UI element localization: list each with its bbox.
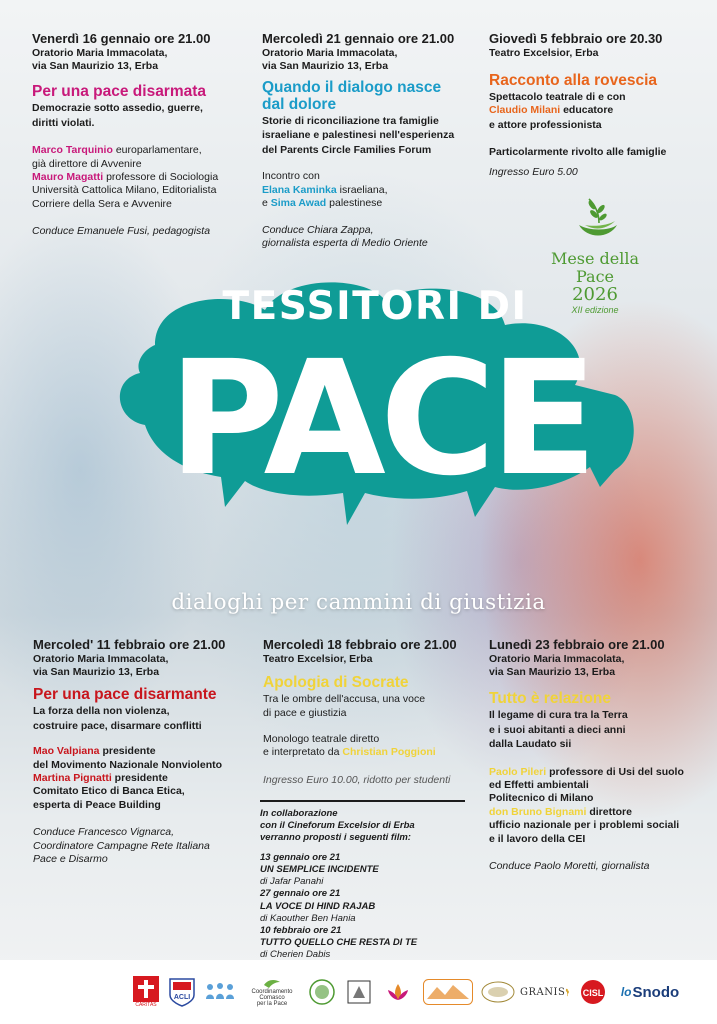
event-incontro: Incontro con	[262, 170, 320, 183]
event-ingresso: Ingresso Euro 5.00	[489, 165, 578, 178]
event-conduce: Conduce Chiara Zappa,	[262, 223, 374, 236]
event-conduce: Pace e Disarmo	[33, 853, 108, 866]
event-title: Apologia di Socrate	[263, 674, 409, 692]
event-3	[489, 31, 711, 179]
film-item	[260, 852, 480, 888]
event-date: Lunedì 23 febbraio ore 21.00	[489, 637, 665, 652]
tessitori-di-pace-title	[95, 255, 655, 540]
film-director: di Cherien Dabis	[260, 949, 331, 961]
film-date: 27 gennaio ore 21	[260, 888, 341, 900]
event-venue: via San Maurizio 13, Erba	[489, 666, 616, 679]
coordinamento-label: Comasco	[259, 994, 285, 1001]
event-venue: Teatro Excelsior, Erba	[263, 652, 373, 665]
event-conduce: Coordinatore Campagne Rete Italiana	[33, 839, 210, 852]
people-group-logo	[203, 972, 237, 1012]
sponsor-logo-bar	[0, 960, 717, 1024]
snodo-prefix: lo	[620, 985, 632, 999]
cisl-circle-icon	[580, 979, 606, 1005]
acli-logo	[168, 972, 196, 1012]
guest-2-role: Comitato Etico di Banca Etica,	[33, 785, 185, 798]
lotus-icon	[384, 980, 412, 1004]
cineforum-intro: In collaborazione	[260, 807, 338, 819]
guest-1: Paolo Pileri professore di Usi del suolo	[489, 765, 684, 778]
cineforum-intro: con il Cineforum Excelsior di Erba	[260, 819, 415, 831]
film-title: LA VOCE DI HIND RAJAB	[260, 900, 376, 912]
event-venue: via San Maurizio 13, Erba	[32, 60, 159, 73]
snodo-label: Snodo	[632, 983, 680, 1001]
square-emblem-icon	[347, 980, 371, 1004]
landscape-logo	[422, 972, 474, 1012]
event-desc: Tra le ombre dell'accusa, una voce	[263, 692, 426, 705]
title-word: PACE	[168, 327, 592, 511]
event-note: Particolarmente rivolto alle famiglie	[489, 146, 667, 159]
event-desc: Il legame di cura tra la Terra	[489, 709, 628, 722]
event-ingresso: Ingresso Euro 10.00, ridotto per studenti	[263, 773, 451, 786]
subtitle: dialoghi per cammini di giustizia	[171, 590, 546, 615]
event-monologo: Monologo teatrale diretto	[263, 732, 380, 745]
event-desc: Democrazie sotto assedio, guerre,	[32, 102, 203, 115]
film-item	[260, 925, 480, 961]
cisl-logo	[575, 972, 611, 1012]
caritas-cross-icon	[133, 976, 159, 1002]
event-5	[263, 637, 485, 787]
title-brand: TESSITORI DI	[222, 284, 528, 329]
guest-2-role: e il lavoro della CEI	[489, 832, 586, 845]
guest-2-role: esperta di Peace Building	[33, 798, 161, 811]
event-desc: La forza della non violenza,	[33, 705, 170, 718]
event-venue: Oratorio Maria Immacolata,	[262, 46, 398, 59]
event-venue: via San Maurizio 13, Erba	[33, 666, 160, 679]
film-director: di Jafar Panahi	[260, 876, 324, 888]
event-conduce: giornalista esperta di Medio Oriente	[262, 237, 428, 249]
mese-year: 2026	[572, 284, 618, 306]
guest-2: e Sima Awad palestinese	[262, 197, 383, 210]
mese-name: Mese della Pace	[550, 249, 640, 286]
guest-2-role: Università Cattolica Milano, Editorialista	[32, 184, 217, 197]
event-conduce: Conduce Paolo Moretti, giornalista	[489, 860, 650, 873]
dove-olive-icon	[565, 195, 625, 243]
event-title: Tutto è relazione	[489, 690, 612, 708]
event-date: Mercoled' 11 febbraio ore 21.00	[33, 637, 226, 652]
event-title: Per una pace disarmata	[32, 83, 207, 101]
cineforum-box	[260, 800, 480, 961]
svg-text:ACLI: ACLI	[173, 994, 191, 1001]
square-logo	[344, 972, 374, 1012]
svg-text:CISL: CISL	[582, 988, 604, 998]
event-desc: e i suoi abitanti a dieci anni	[489, 723, 626, 736]
seal-icon	[309, 979, 335, 1005]
coordinamento-comasco-logo	[243, 972, 301, 1012]
people-icon	[204, 981, 236, 1003]
event-date: Giovedì 5 febbraio ore 20.30	[489, 31, 663, 46]
guest-2: Martina Pignatti presidente	[33, 771, 168, 784]
guest-1-role: Politecnico di Milano	[489, 792, 594, 805]
event-desc: diritti violati.	[32, 116, 95, 129]
film-date: 10 febbraio ore 21	[260, 924, 342, 936]
event-desc: Storie di riconciliazione tra famiglie	[262, 114, 439, 127]
event-title: Per una pace disarmante	[33, 686, 217, 704]
event-desc: del Parents Circle Families Forum	[262, 143, 432, 156]
event-date: Mercoledì 18 febbraio ore 21.00	[263, 637, 457, 652]
caritas-logo	[130, 972, 162, 1012]
guest-1: Mao Valpiana presidente	[33, 745, 156, 758]
event-title: dal dolore	[262, 96, 337, 114]
event-venue: Teatro Excelsior, Erba	[489, 46, 599, 59]
event-1	[32, 31, 257, 239]
guest-1-role: ed Effetti ambientali	[489, 778, 589, 791]
film-director: di Kaouther Ben Hania	[260, 912, 356, 924]
event-title: Quando il dialogo nasce	[262, 79, 442, 97]
event-venue: Oratorio Maria Immacolata,	[33, 652, 169, 665]
granis-label: GRANIS	[520, 986, 566, 998]
event-desc: e attore professionista	[489, 118, 602, 131]
oval-logo	[480, 972, 516, 1012]
event-desc: Spettacolo teatrale di e con	[489, 90, 626, 103]
oval-emblem-icon	[481, 981, 515, 1003]
event-desc: dalla Laudato sii	[489, 738, 572, 751]
event-venue: Oratorio Maria Immacolata,	[32, 46, 168, 59]
landscape-icon	[423, 979, 473, 1005]
circle-seal-logo	[308, 972, 336, 1012]
event-desc: di pace e giustizia	[263, 707, 347, 720]
coordinamento-label: per la Pace	[256, 1001, 288, 1008]
event-6	[489, 637, 711, 874]
event-venue: Oratorio Maria Immacolata,	[489, 652, 625, 665]
guest-2: Mauro Magatti professore di Sociologia	[32, 170, 219, 183]
coordinamento-label: Coordinamento	[251, 988, 293, 995]
wheat-icon	[565, 985, 570, 999]
event-conduce: Conduce Francesco Vignarca,	[33, 826, 175, 839]
event-date: Venerdì 16 gennaio ore 21.00	[32, 31, 211, 46]
guest-1-role: già direttore di Avvenire	[32, 157, 142, 170]
guest-1-role: del Movimento Nazionale Nonviolento	[33, 758, 223, 771]
event-title: Racconto alla rovescia	[489, 72, 657, 90]
granis-logo	[520, 972, 570, 1012]
event-desc: costruire pace, disarmare conflitti	[33, 719, 202, 732]
guest-2-role: ufficio nazionale per i problemi sociali	[489, 819, 680, 832]
event-monologo: e interpretato da Christian Poggioni	[263, 746, 436, 759]
event-desc: israeliane e palestinesi nell'esperienza	[262, 129, 455, 142]
caritas-label: CARITAS	[135, 1001, 157, 1008]
mese-edition: XII edizione	[571, 304, 619, 315]
event-2	[262, 31, 487, 250]
event-conduce: Conduce Emanuele Fusi, pedagogista	[32, 225, 211, 238]
film-item	[260, 888, 480, 924]
event-4	[33, 637, 258, 867]
acli-shield-icon	[169, 977, 195, 1007]
guest-1: Elana Kaminka israeliana,	[262, 183, 388, 196]
film-title: UN SEMPLICE INCIDENTE	[260, 864, 379, 876]
guest-2: don Bruno Bignami direttore	[489, 805, 632, 818]
film-title: TUTTO QUELLO CHE RESTA DI TE	[260, 937, 418, 949]
guest-1: Claudio Milani educatore	[489, 104, 614, 117]
lo-snodo-logo	[615, 972, 685, 1012]
guest-2-role: Corriere della Sera e Avvenire	[32, 197, 172, 210]
dove-icon	[263, 977, 281, 989]
film-date: 13 gennaio ore 21	[260, 851, 341, 863]
event-date: Mercoledì 21 gennaio ore 21.00	[262, 31, 455, 46]
event-venue: via San Maurizio 13, Erba	[262, 60, 389, 73]
cineforum-intro: verranno proposti i seguenti film:	[260, 831, 411, 843]
divider	[260, 800, 465, 802]
lotus-logo	[380, 972, 416, 1012]
guest-1: Marco Tarquinio europarlamentare,	[32, 144, 202, 157]
